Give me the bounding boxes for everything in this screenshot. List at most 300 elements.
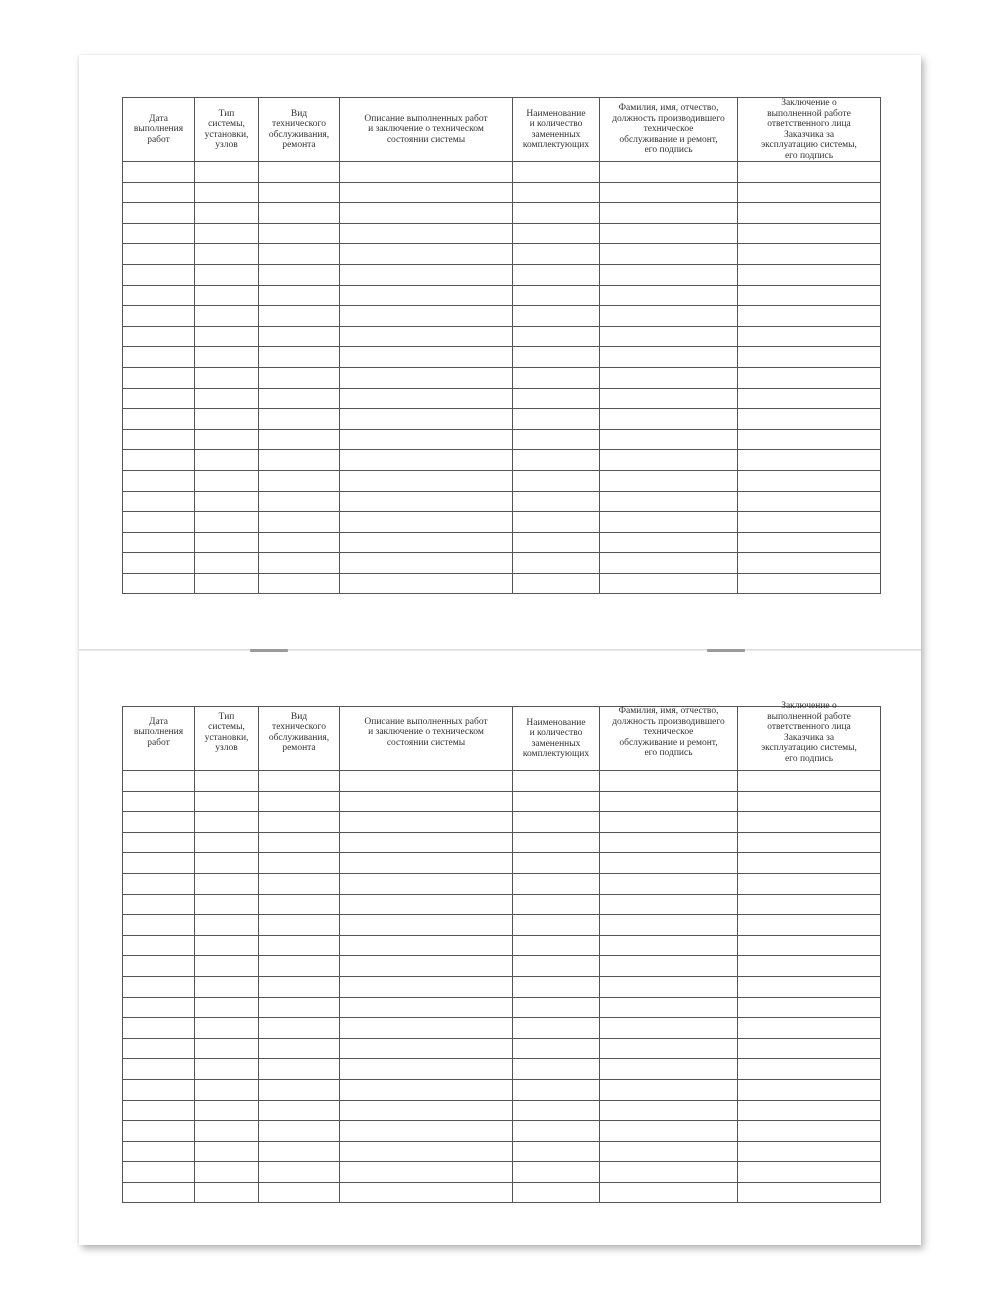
- table-cell[interactable]: [195, 223, 259, 244]
- table-cell[interactable]: [195, 1182, 259, 1203]
- table-cell[interactable]: [600, 1059, 738, 1080]
- table-cell[interactable]: [600, 223, 738, 244]
- table-cell[interactable]: [195, 976, 259, 997]
- table-cell[interactable]: [123, 223, 195, 244]
- table-cell[interactable]: [738, 894, 881, 915]
- table-cell[interactable]: [738, 915, 881, 936]
- table-cell[interactable]: [123, 512, 195, 533]
- table-cell[interactable]: [600, 182, 738, 203]
- table-cell[interactable]: [195, 1018, 259, 1039]
- table-cell[interactable]: [123, 873, 195, 894]
- table-cell[interactable]: [195, 532, 259, 553]
- table-cell[interactable]: [738, 956, 881, 977]
- table-cell[interactable]: [600, 162, 738, 183]
- table-cell[interactable]: [259, 1038, 340, 1059]
- table-cell[interactable]: [513, 450, 600, 471]
- table-cell[interactable]: [123, 388, 195, 409]
- table-cell[interactable]: [340, 450, 513, 471]
- table-cell[interactable]: [195, 512, 259, 533]
- table-cell[interactable]: [123, 976, 195, 997]
- table-cell[interactable]: [513, 388, 600, 409]
- table-cell[interactable]: [513, 182, 600, 203]
- table-cell[interactable]: [340, 771, 513, 792]
- table-cell[interactable]: [600, 812, 738, 833]
- table-cell[interactable]: [123, 1018, 195, 1039]
- table-cell[interactable]: [600, 1100, 738, 1121]
- table-cell[interactable]: [123, 1182, 195, 1203]
- table-cell[interactable]: [195, 450, 259, 471]
- table-cell[interactable]: [123, 470, 195, 491]
- table-cell[interactable]: [123, 573, 195, 594]
- table-cell[interactable]: [340, 203, 513, 224]
- table-cell[interactable]: [340, 915, 513, 936]
- table-cell[interactable]: [340, 264, 513, 285]
- table-cell[interactable]: [123, 1079, 195, 1100]
- table-cell[interactable]: [513, 532, 600, 553]
- table-cell[interactable]: [123, 771, 195, 792]
- table-cell[interactable]: [123, 553, 195, 574]
- table-cell[interactable]: [123, 491, 195, 512]
- table-cell[interactable]: [340, 326, 513, 347]
- table-cell[interactable]: [513, 956, 600, 977]
- table-cell[interactable]: [195, 812, 259, 833]
- table-cell[interactable]: [123, 935, 195, 956]
- table-cell[interactable]: [259, 1059, 340, 1080]
- table-cell[interactable]: [195, 264, 259, 285]
- table-cell[interactable]: [600, 244, 738, 265]
- table-cell[interactable]: [513, 1018, 600, 1039]
- table-cell[interactable]: [513, 1162, 600, 1183]
- table-cell[interactable]: [259, 873, 340, 894]
- table-cell[interactable]: [123, 853, 195, 874]
- table-cell[interactable]: [123, 244, 195, 265]
- table-cell[interactable]: [195, 956, 259, 977]
- table-cell[interactable]: [600, 367, 738, 388]
- table-cell[interactable]: [259, 306, 340, 327]
- table-cell[interactable]: [340, 429, 513, 450]
- table-cell[interactable]: [259, 791, 340, 812]
- table-cell[interactable]: [259, 1182, 340, 1203]
- table-cell[interactable]: [513, 894, 600, 915]
- table-cell[interactable]: [340, 162, 513, 183]
- table-cell[interactable]: [513, 915, 600, 936]
- table-cell[interactable]: [600, 285, 738, 306]
- table-cell[interactable]: [340, 1100, 513, 1121]
- table-cell[interactable]: [600, 997, 738, 1018]
- table-cell[interactable]: [513, 1182, 600, 1203]
- table-cell[interactable]: [123, 1141, 195, 1162]
- table-cell[interactable]: [600, 873, 738, 894]
- table-cell[interactable]: [600, 1141, 738, 1162]
- table-cell[interactable]: [340, 223, 513, 244]
- table-cell[interactable]: [123, 367, 195, 388]
- table-cell[interactable]: [259, 956, 340, 977]
- table-cell[interactable]: [123, 347, 195, 368]
- table-cell[interactable]: [195, 367, 259, 388]
- table-cell[interactable]: [340, 306, 513, 327]
- table-cell[interactable]: [738, 812, 881, 833]
- table-cell[interactable]: [513, 1100, 600, 1121]
- table-cell[interactable]: [513, 771, 600, 792]
- table-cell[interactable]: [195, 203, 259, 224]
- table-cell[interactable]: [513, 573, 600, 594]
- table-cell[interactable]: [340, 285, 513, 306]
- table-cell[interactable]: [738, 935, 881, 956]
- table-cell[interactable]: [600, 853, 738, 874]
- table-cell[interactable]: [600, 1079, 738, 1100]
- table-cell[interactable]: [340, 832, 513, 853]
- table-cell[interactable]: [195, 1038, 259, 1059]
- table-cell[interactable]: [195, 429, 259, 450]
- table-cell[interactable]: [123, 162, 195, 183]
- table-cell[interactable]: [340, 367, 513, 388]
- table-cell[interactable]: [513, 976, 600, 997]
- table-cell[interactable]: [340, 997, 513, 1018]
- table-cell[interactable]: [513, 470, 600, 491]
- table-cell[interactable]: [738, 512, 881, 533]
- table-cell[interactable]: [259, 491, 340, 512]
- table-cell[interactable]: [195, 1079, 259, 1100]
- table-cell[interactable]: [195, 1141, 259, 1162]
- table-cell[interactable]: [738, 553, 881, 574]
- table-cell[interactable]: [259, 771, 340, 792]
- table-cell[interactable]: [123, 285, 195, 306]
- table-cell[interactable]: [513, 791, 600, 812]
- table-cell[interactable]: [259, 832, 340, 853]
- table-cell[interactable]: [513, 935, 600, 956]
- table-cell[interactable]: [600, 450, 738, 471]
- table-cell[interactable]: [513, 812, 600, 833]
- table-cell[interactable]: [340, 553, 513, 574]
- table-cell[interactable]: [259, 1018, 340, 1039]
- table-cell[interactable]: [259, 367, 340, 388]
- table-cell[interactable]: [513, 162, 600, 183]
- table-cell[interactable]: [259, 935, 340, 956]
- table-cell[interactable]: [738, 832, 881, 853]
- table-cell[interactable]: [738, 367, 881, 388]
- table-cell[interactable]: [195, 1162, 259, 1183]
- maintenance-log-table-top: [122, 97, 881, 594]
- table-cell[interactable]: [513, 1059, 600, 1080]
- table-cell[interactable]: [123, 264, 195, 285]
- table-cell[interactable]: [600, 470, 738, 491]
- table-cell[interactable]: [340, 388, 513, 409]
- table-cell[interactable]: [259, 470, 340, 491]
- table-cell[interactable]: [600, 264, 738, 285]
- table-cell[interactable]: [340, 1038, 513, 1059]
- table-cell[interactable]: [195, 915, 259, 936]
- table-cell[interactable]: [123, 409, 195, 430]
- table-cell[interactable]: [259, 553, 340, 574]
- table-cell[interactable]: [600, 894, 738, 915]
- table-cell[interactable]: [259, 1162, 340, 1183]
- table-cell[interactable]: [513, 429, 600, 450]
- table-cell[interactable]: [513, 367, 600, 388]
- table-cell[interactable]: [513, 223, 600, 244]
- table-cell[interactable]: [513, 997, 600, 1018]
- table-cell[interactable]: [600, 326, 738, 347]
- table-cell[interactable]: [195, 553, 259, 574]
- table-cell[interactable]: [738, 388, 881, 409]
- table-cell[interactable]: [738, 1038, 881, 1059]
- table-cell[interactable]: [340, 1141, 513, 1162]
- table-cell[interactable]: [513, 512, 600, 533]
- column-header-date: Дата выполнения работ: [123, 98, 195, 162]
- table-cell[interactable]: [600, 573, 738, 594]
- table-cell[interactable]: [195, 771, 259, 792]
- table-cell[interactable]: [340, 512, 513, 533]
- table-cell[interactable]: [259, 532, 340, 553]
- table-cell[interactable]: [600, 771, 738, 792]
- table-cell[interactable]: [195, 244, 259, 265]
- table-cell[interactable]: [600, 512, 738, 533]
- table-cell[interactable]: [123, 326, 195, 347]
- table-cell[interactable]: [259, 1100, 340, 1121]
- table-cell[interactable]: [738, 1141, 881, 1162]
- table-cell[interactable]: [513, 1141, 600, 1162]
- table-cell[interactable]: [738, 976, 881, 997]
- table-cell[interactable]: [123, 306, 195, 327]
- table-cell[interactable]: [738, 1182, 881, 1203]
- table-cell[interactable]: [259, 182, 340, 203]
- table-cell[interactable]: [123, 182, 195, 203]
- table-cell[interactable]: [259, 244, 340, 265]
- table-cell[interactable]: [195, 470, 259, 491]
- table-body-top: [123, 162, 881, 594]
- table-cell[interactable]: [340, 791, 513, 812]
- table-cell[interactable]: [738, 532, 881, 553]
- table-cell[interactable]: [600, 915, 738, 936]
- table-cell[interactable]: [123, 812, 195, 833]
- table-cell[interactable]: [340, 853, 513, 874]
- table-cell[interactable]: [259, 915, 340, 936]
- table-cell[interactable]: [259, 997, 340, 1018]
- table-cell[interactable]: [340, 532, 513, 553]
- table-cell[interactable]: [738, 573, 881, 594]
- table-cell[interactable]: [738, 306, 881, 327]
- table-cell[interactable]: [600, 1018, 738, 1039]
- table-cell[interactable]: [123, 791, 195, 812]
- table-cell[interactable]: [195, 182, 259, 203]
- table-cell[interactable]: [513, 832, 600, 853]
- table-cell[interactable]: [195, 1121, 259, 1142]
- table-cell[interactable]: [738, 491, 881, 512]
- table-cell[interactable]: [738, 450, 881, 471]
- table-cell[interactable]: [738, 409, 881, 430]
- table-cell[interactable]: [195, 935, 259, 956]
- table-cell[interactable]: [259, 512, 340, 533]
- table-cell[interactable]: [340, 573, 513, 594]
- table-cell[interactable]: [513, 1079, 600, 1100]
- table-cell[interactable]: [340, 976, 513, 997]
- table-cell[interactable]: [513, 264, 600, 285]
- table-cell[interactable]: [513, 1121, 600, 1142]
- table-cell[interactable]: [259, 388, 340, 409]
- table-cell[interactable]: [738, 347, 881, 368]
- table-cell[interactable]: [259, 1141, 340, 1162]
- table-cell[interactable]: [259, 1079, 340, 1100]
- table-cell[interactable]: [340, 935, 513, 956]
- table-cell[interactable]: [123, 1121, 195, 1142]
- table-cell[interactable]: [600, 532, 738, 553]
- table-cell[interactable]: [123, 1059, 195, 1080]
- table-cell[interactable]: [195, 1100, 259, 1121]
- table-cell[interactable]: [259, 223, 340, 244]
- table-cell[interactable]: [259, 1121, 340, 1142]
- table-cell[interactable]: [195, 573, 259, 594]
- table-cell[interactable]: [738, 182, 881, 203]
- table-cell[interactable]: [738, 1059, 881, 1080]
- table-cell[interactable]: [600, 429, 738, 450]
- table-cell[interactable]: [513, 553, 600, 574]
- table-cell[interactable]: [513, 244, 600, 265]
- table-cell[interactable]: [259, 285, 340, 306]
- table-cell[interactable]: [259, 409, 340, 430]
- table-cell[interactable]: [738, 203, 881, 224]
- table-cell[interactable]: [738, 791, 881, 812]
- table-cell[interactable]: [195, 326, 259, 347]
- table-cell[interactable]: [513, 409, 600, 430]
- table-cell[interactable]: [259, 976, 340, 997]
- table-cell[interactable]: [340, 491, 513, 512]
- table-cell[interactable]: [259, 853, 340, 874]
- table-cell[interactable]: [340, 1059, 513, 1080]
- table-cell[interactable]: [600, 409, 738, 430]
- table-cell[interactable]: [195, 409, 259, 430]
- table-cell[interactable]: [123, 429, 195, 450]
- table-cell[interactable]: [340, 244, 513, 265]
- table-cell[interactable]: [513, 853, 600, 874]
- table-cell[interactable]: [738, 1121, 881, 1142]
- table-cell[interactable]: [738, 326, 881, 347]
- table-cell[interactable]: [195, 894, 259, 915]
- table-cell[interactable]: [600, 791, 738, 812]
- table-cell[interactable]: [340, 1079, 513, 1100]
- table-cell[interactable]: [195, 347, 259, 368]
- table-cell[interactable]: [738, 470, 881, 491]
- table-cell[interactable]: [340, 873, 513, 894]
- table-cell[interactable]: [195, 388, 259, 409]
- table-cell[interactable]: [600, 306, 738, 327]
- table-cell[interactable]: [600, 1182, 738, 1203]
- table-row: [123, 853, 881, 874]
- table-cell[interactable]: [738, 223, 881, 244]
- table-cell[interactable]: [600, 388, 738, 409]
- table-cell[interactable]: [513, 873, 600, 894]
- table-cell[interactable]: [340, 1162, 513, 1183]
- table-cell[interactable]: [600, 956, 738, 977]
- table-cell[interactable]: [195, 997, 259, 1018]
- table-cell[interactable]: [340, 812, 513, 833]
- table-cell[interactable]: [340, 1121, 513, 1142]
- table-cell[interactable]: [738, 285, 881, 306]
- table-cell[interactable]: [123, 532, 195, 553]
- table-cell[interactable]: [738, 162, 881, 183]
- table-cell[interactable]: [195, 873, 259, 894]
- table-cell[interactable]: [259, 894, 340, 915]
- table-cell[interactable]: [600, 935, 738, 956]
- table-cell[interactable]: [513, 347, 600, 368]
- table-cell[interactable]: [195, 791, 259, 812]
- table-cell[interactable]: [259, 203, 340, 224]
- table-cell[interactable]: [600, 1038, 738, 1059]
- table-cell[interactable]: [259, 264, 340, 285]
- table-cell[interactable]: [340, 1182, 513, 1203]
- table-cell[interactable]: [738, 873, 881, 894]
- table-cell[interactable]: [513, 306, 600, 327]
- table-cell[interactable]: [600, 832, 738, 853]
- table-cell[interactable]: [738, 1018, 881, 1039]
- table-cell[interactable]: [123, 997, 195, 1018]
- table-cell[interactable]: [738, 244, 881, 265]
- table-cell[interactable]: [340, 956, 513, 977]
- table-cell[interactable]: [123, 1162, 195, 1183]
- table-cell[interactable]: [340, 182, 513, 203]
- table-cell[interactable]: [600, 491, 738, 512]
- table-cell[interactable]: [259, 326, 340, 347]
- table-cell[interactable]: [195, 491, 259, 512]
- table-cell[interactable]: [738, 853, 881, 874]
- table-cell[interactable]: [600, 347, 738, 368]
- table-cell[interactable]: [738, 264, 881, 285]
- table-cell[interactable]: [195, 853, 259, 874]
- table-cell[interactable]: [513, 1038, 600, 1059]
- table-cell[interactable]: [123, 956, 195, 977]
- table-cell[interactable]: [259, 429, 340, 450]
- table-cell[interactable]: [123, 894, 195, 915]
- table-cell[interactable]: [123, 1100, 195, 1121]
- table-cell[interactable]: [340, 470, 513, 491]
- table-cell[interactable]: [195, 162, 259, 183]
- table-cell[interactable]: [259, 450, 340, 471]
- table-cell[interactable]: [340, 1018, 513, 1039]
- table-cell[interactable]: [123, 915, 195, 936]
- table-cell[interactable]: [513, 203, 600, 224]
- table-cell[interactable]: [513, 491, 600, 512]
- table-cell[interactable]: [738, 1162, 881, 1183]
- table-cell[interactable]: [195, 1059, 259, 1080]
- table-cell[interactable]: [738, 429, 881, 450]
- table-cell[interactable]: [259, 812, 340, 833]
- table-cell[interactable]: [123, 450, 195, 471]
- table-cell[interactable]: [340, 894, 513, 915]
- table-cell[interactable]: [738, 997, 881, 1018]
- table-cell[interactable]: [123, 203, 195, 224]
- table-cell[interactable]: [600, 203, 738, 224]
- table-row: [123, 1100, 881, 1121]
- table-cell[interactable]: [513, 285, 600, 306]
- table-cell[interactable]: [600, 553, 738, 574]
- table-cell[interactable]: [340, 347, 513, 368]
- table-cell[interactable]: [195, 306, 259, 327]
- table-cell[interactable]: [600, 976, 738, 997]
- table-cell[interactable]: [195, 832, 259, 853]
- table-cell[interactable]: [738, 1100, 881, 1121]
- table-cell[interactable]: [123, 1038, 195, 1059]
- table-cell[interactable]: [259, 573, 340, 594]
- table-cell[interactable]: [738, 771, 881, 792]
- table-cell[interactable]: [195, 285, 259, 306]
- table-cell[interactable]: [259, 162, 340, 183]
- table-cell[interactable]: [513, 326, 600, 347]
- table-cell[interactable]: [340, 409, 513, 430]
- table-cell[interactable]: [738, 1079, 881, 1100]
- table-cell[interactable]: [600, 1121, 738, 1142]
- column-header-technician: Фамилия, имя, отчество, должность производившего техническое обслуживание и ремонт, его подпись: [600, 707, 738, 771]
- table-cell[interactable]: [600, 1162, 738, 1183]
- table-cell[interactable]: [123, 832, 195, 853]
- table-cell[interactable]: [259, 347, 340, 368]
